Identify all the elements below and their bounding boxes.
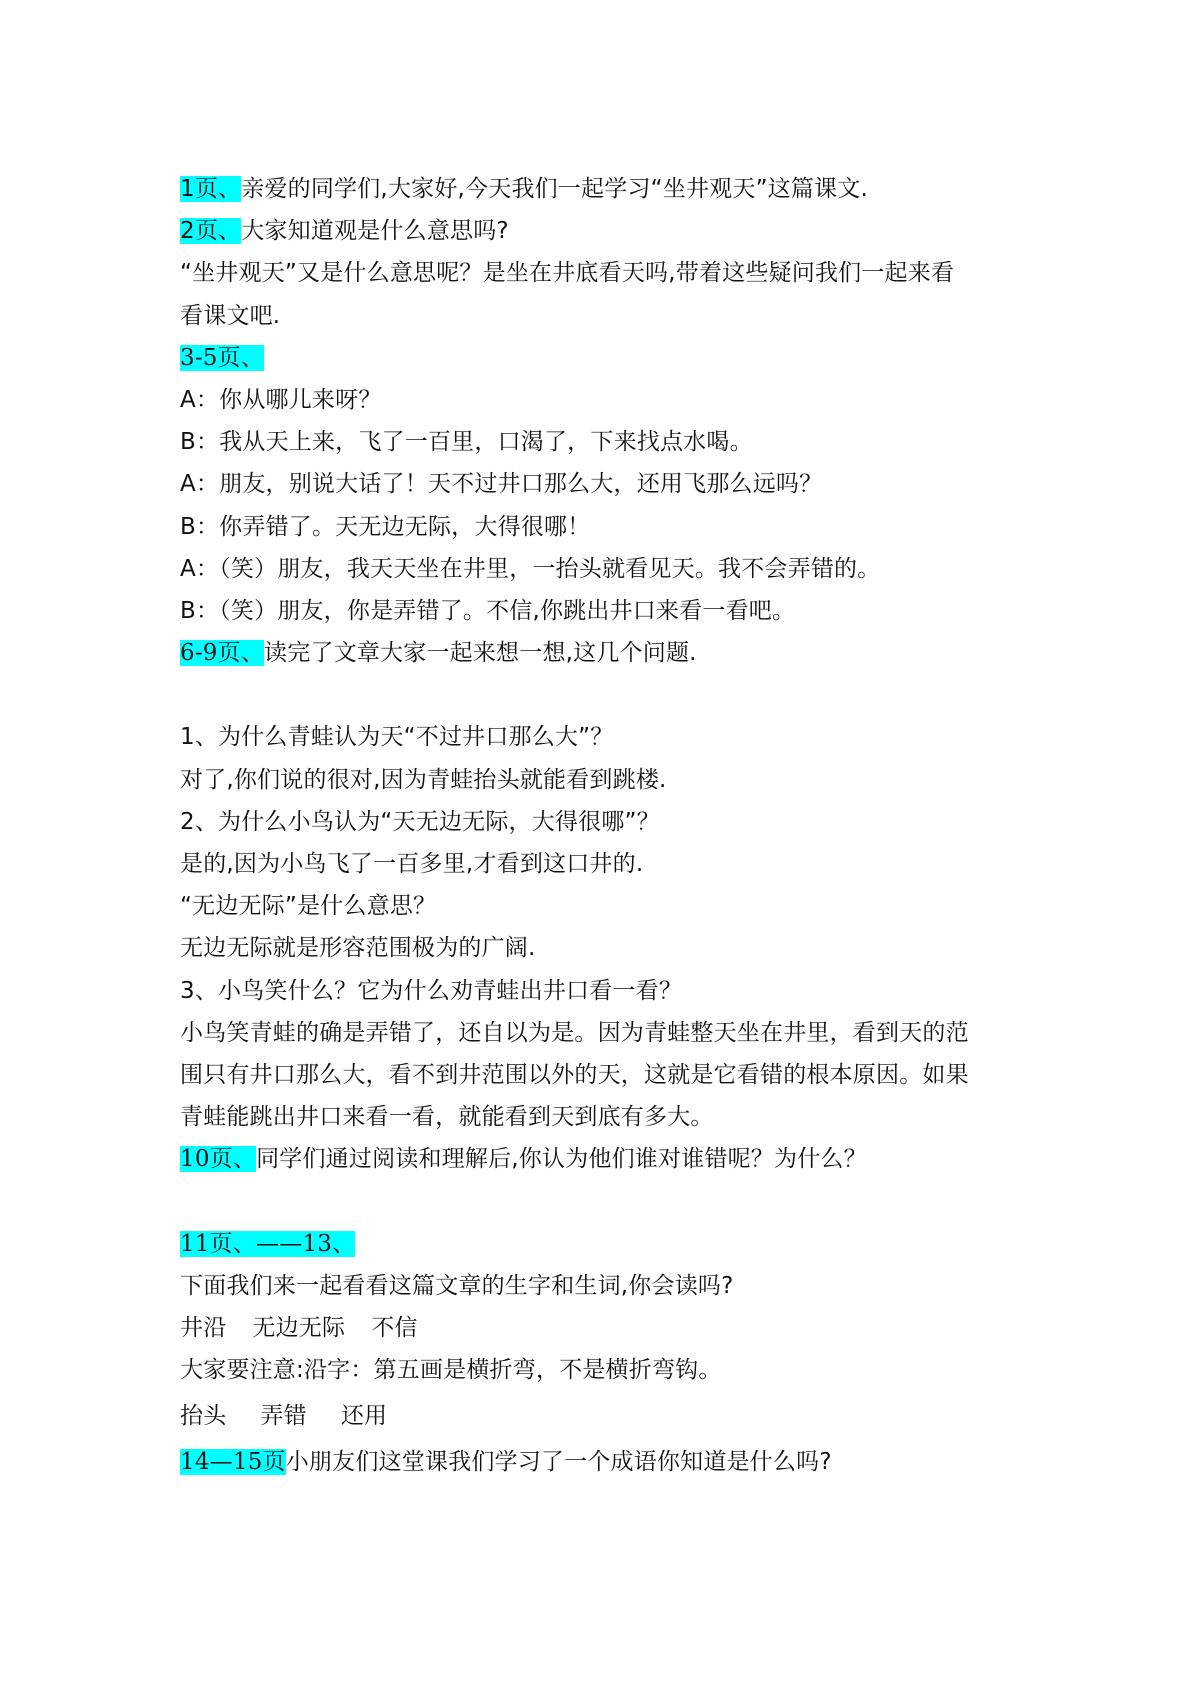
text-line — [180, 252, 1030, 294]
line-text: 3、小鸟笑什么？它为什么劝青蛙出井口看一看？ — [180, 977, 683, 1004]
line-text: A：（笑）朋友，我天天坐在井里，一抬头就看见天。我不会弄错的。 — [180, 555, 881, 582]
line-text: 小朋友们这堂课我们学习了一个成语你知道是什么吗? — [285, 1449, 832, 1476]
dialogue-line — [180, 590, 1030, 632]
line-text: 大家要注意:沿字：第五画是横折弯，不是横折弯钩。 — [180, 1357, 722, 1384]
line-text: “无边无际”是什么意思？ — [180, 893, 437, 920]
text-line — [180, 1265, 1030, 1307]
answer-line — [180, 843, 1030, 885]
line-text: 围只有井口那么大，看不到井范围以外的天，这就是它看错的根本原因。如果 — [180, 1061, 969, 1088]
page-marker: 2页、 — [180, 218, 242, 245]
question-line — [180, 716, 1030, 758]
vocab-line — [180, 1307, 1030, 1349]
answer-line — [180, 1012, 1030, 1054]
answer-line — [180, 1096, 1030, 1138]
question-line — [180, 801, 1030, 843]
blank-line — [180, 1181, 1030, 1223]
text-line — [180, 337, 1030, 379]
line-text: 亲爱的同学们,大家好,今天我们一起学习“坐井观天”这篇课文. — [241, 176, 868, 202]
vocab-word: 弄错 — [260, 1403, 307, 1430]
answer-line — [180, 1054, 1030, 1096]
page-marker: 6-9页、 — [180, 640, 265, 667]
page-marker: 14—15页 — [180, 1449, 286, 1476]
vocab-word: 井沿 — [180, 1315, 227, 1342]
line-text: 无边无际就是形容范围极为的广阔. — [180, 935, 536, 962]
line-text: 是的,因为小鸟飞了一百多里,才看到这口井的. — [180, 851, 644, 877]
line-text: 下面我们来一起看看这篇文章的生字和生词,你会读吗? — [180, 1272, 734, 1299]
document-body — [180, 168, 1030, 1484]
text-line — [180, 1138, 1030, 1180]
question-line — [180, 970, 1030, 1012]
text-line — [180, 1349, 1030, 1391]
line-text: A：你从哪儿来呀？ — [180, 386, 382, 413]
line-text: A：朋友，别说大话了！天不过井口那么大，还用飞那么远吗？ — [180, 471, 823, 498]
line-text: B：（笑）朋友，你是弄错了。不信,你跳出井口来看一看吧。 — [180, 597, 796, 624]
answer-line — [180, 759, 1030, 801]
line-text: B：你弄错了。天无边无际，大得很哪！ — [180, 513, 591, 540]
page-marker: 1页、 — [180, 176, 242, 202]
vocab-word: 无边无际 — [252, 1315, 346, 1342]
line-text: “坐井观天”又是什么意思呢？是坐在井底看天吗,带着这些疑问我们一起来看 — [180, 260, 955, 287]
line-text: B：我从天上来，飞了一百里，口渴了，下来找点水喝。 — [180, 429, 753, 456]
page-marker: 10页、 — [180, 1146, 257, 1173]
dialogue-line — [180, 463, 1030, 505]
line-text: 对了,你们说的很对,因为青蛙抬头就能看到跳楼. — [180, 766, 667, 793]
vocab-word: 还用 — [340, 1403, 388, 1430]
blank-line — [180, 674, 1030, 716]
text-line — [180, 1441, 1030, 1483]
dialogue-line — [180, 506, 1030, 548]
line-text: 读完了文章大家一起来想一想,这几个问题. — [264, 640, 697, 667]
line-text: 青蛙能跳出井口来看一看，就能看到天到底有多大。 — [180, 1104, 714, 1131]
dialogue-line — [180, 421, 1030, 463]
text-line — [180, 210, 1030, 252]
line-text: 看课文吧. — [180, 302, 281, 329]
dialogue-line — [180, 379, 1030, 421]
line-text: 1、为什么青蛙认为天“不过井口那么大”？ — [180, 724, 614, 751]
line-text: 大家知道观是什么意思吗? — [241, 218, 509, 245]
text-line — [180, 168, 1030, 210]
vocab-line — [180, 1391, 1030, 1441]
line-text: 2、为什么小鸟认为“天无边无际，大得很哪”？ — [180, 808, 660, 835]
line-text: 同学们通过阅读和理解后,你认为他们谁对谁错呢？为什么？ — [256, 1146, 867, 1173]
answer-line — [180, 927, 1030, 969]
line-text: 小鸟笑青蛙的确是弄错了，还自以为是。因为青蛙整天坐在井里，看到天的范 — [180, 1019, 969, 1046]
text-line — [180, 1223, 1030, 1265]
text-line — [180, 632, 1030, 674]
page-marker: 11页、——13、 — [180, 1230, 356, 1257]
dialogue-line — [180, 548, 1030, 590]
vocab-word: 不信 — [371, 1315, 418, 1342]
vocab-word: 抬头 — [180, 1403, 227, 1430]
text-line — [180, 295, 1030, 337]
page-marker: 3-5页、 — [180, 344, 265, 371]
question-line — [180, 885, 1030, 927]
